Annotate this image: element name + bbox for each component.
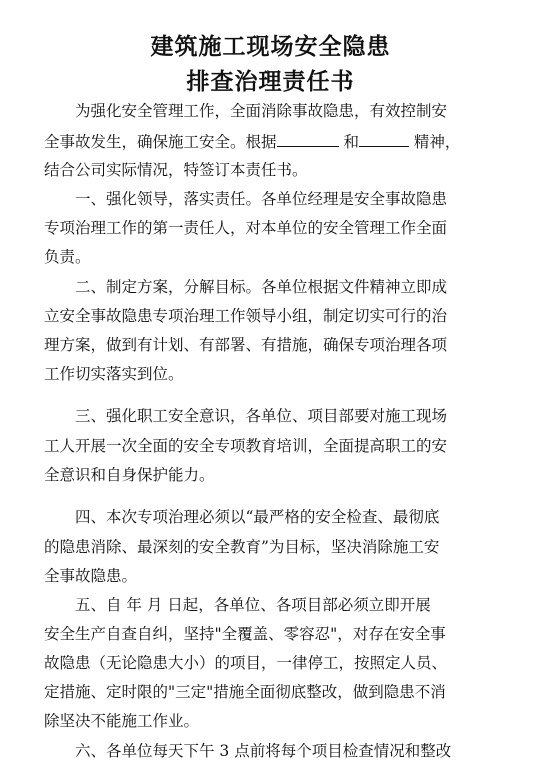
para-4-line-1: 四、本次专项治理必须以“最严格的安全检查、最彻底 xyxy=(75,508,440,526)
fill-in-blank-1 xyxy=(277,131,339,147)
para-3-line-2: 工人开展一次全面的安全专项教育培训，全面提高职工的安 xyxy=(44,437,448,455)
para-3-line-1: 三、强化职工安全意识，各单位、项目部要对施工现场 xyxy=(75,407,448,425)
para-2-line-4: 工作切实落实到位。 xyxy=(44,365,184,383)
fill-in-blank-2 xyxy=(359,131,409,147)
para-4-line-2: 的隐患消除、最深刻的安全教育”为目标，坚决消除施工安 xyxy=(44,538,440,556)
para-5-line-3: 故隐患（无论隐患大小）的项目，一律停工，按照定人员、 xyxy=(44,654,448,672)
intro-line-2-text-c: 精神， xyxy=(413,133,461,151)
para-5-line-2: 安全生产自查自纠，坚持"全覆盖、零容忍"，对存在安全事 xyxy=(44,625,446,643)
document-title-line-2: 排查治理责任书 xyxy=(186,68,355,95)
para-4-line-3: 全事故隐患。 xyxy=(44,567,138,585)
document-title-line-1: 建筑施工现场安全隐患 xyxy=(150,33,391,60)
intro-line-3: 结合公司实际情况，特签订本责任书。 xyxy=(44,161,308,179)
intro-line-2-text-b: 和 xyxy=(343,133,359,151)
para-2-line-1: 二、制定方案，分解目标。各单位根据文件精神立即成 xyxy=(75,278,448,296)
para-3-line-3: 全意识和自身保护能力。 xyxy=(44,466,215,484)
intro-line-2-text-a: 全事故发生，确保施工安全。根据 xyxy=(44,133,277,151)
para-1-line-2: 专项治理工作的第一责任人，对本单位的安全管理工作全面 xyxy=(44,219,448,237)
para-5-line-5: 除坚决不能施工作业。 xyxy=(44,712,200,730)
intro-line-1: 为强化安全管理工作，全面消除事故隐患，有效控制安 xyxy=(75,102,448,120)
para-1-line-3: 负责。 xyxy=(44,248,91,266)
intro-line-2 xyxy=(44,131,460,152)
para-5-line-1: 五、自 年 月 日起，各单位、各项目部必须立即开展 xyxy=(75,596,431,614)
para-2-line-2: 立安全事故隐患专项治理工作领导小组，制定切实可行的治 xyxy=(44,307,448,325)
para-5-line-4: 定措施、定时限的"三定"措施全面彻底整改，做到隐患不消 xyxy=(44,683,446,701)
para-6-line-1: 六、各单位每天下午 3 点前将每个项目检查情况和整改 xyxy=(75,742,452,760)
para-1-line-1: 一、强化领导，落实责任。各单位经理是安全事故隐患 xyxy=(75,190,448,208)
para-2-line-3: 理方案，做到有计划、有部署、有措施，确保专项治理各项 xyxy=(44,336,448,354)
